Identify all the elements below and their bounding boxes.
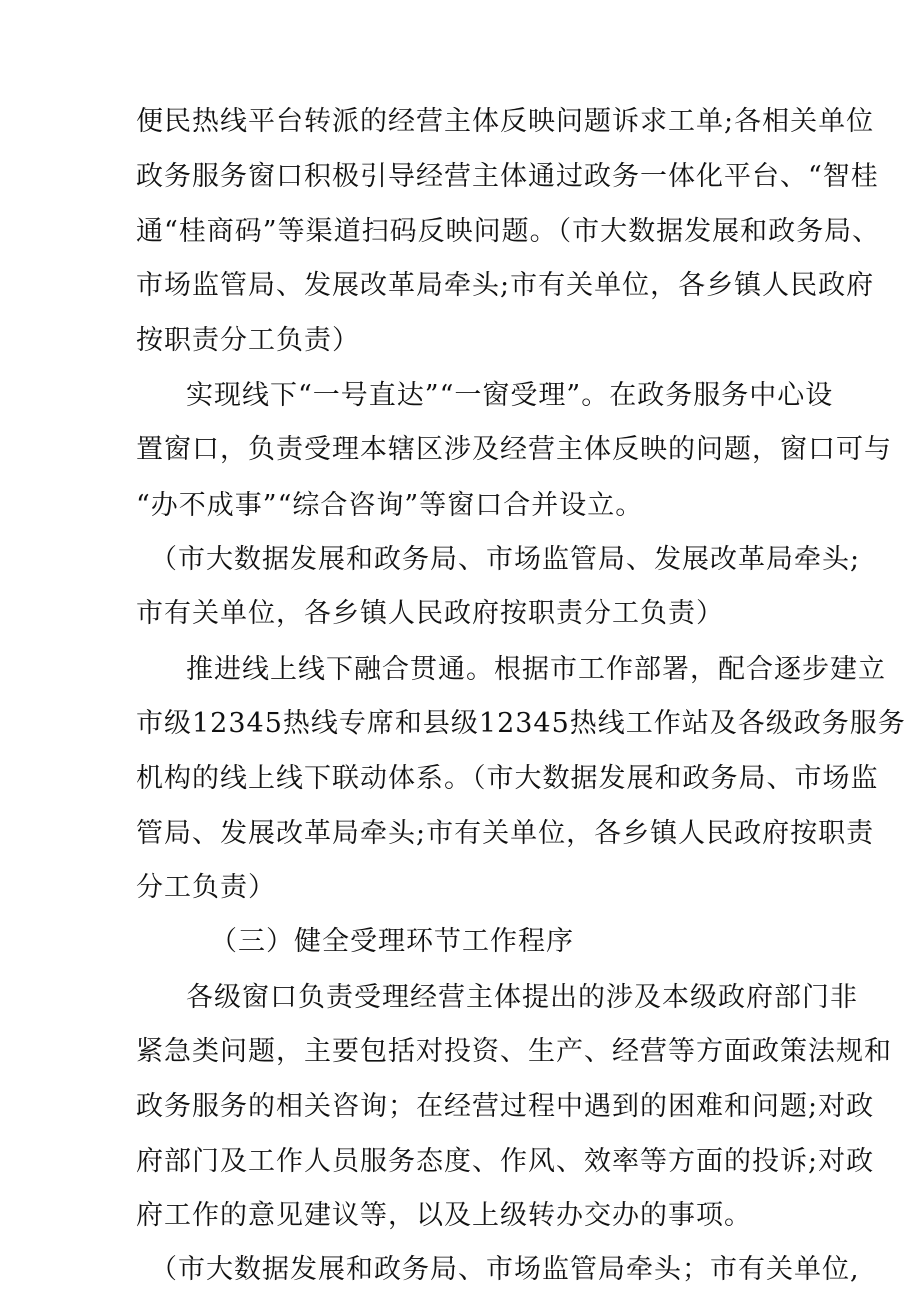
- body-text-line: “办不成事”“综合咨询”等窗口合并设立。: [136, 490, 644, 521]
- section-heading: （三）健全受理环节工作程序: [210, 926, 574, 957]
- body-text-line: 府工作的意见建议等，以及上级转办交办的事项。: [136, 1200, 752, 1231]
- responsibility-note-line: （市大数据发展和政务局、市场监管局、发展改革局牵头;: [150, 544, 861, 575]
- body-text-line: 便民热线平台转派的经营主体反映问题诉求工单;各相关单位: [136, 106, 875, 137]
- body-text-line: 通“桂商码”等渠道扫码反映问题。（市大数据发展和政务局、: [136, 216, 881, 247]
- body-text-line: 管局、发展改革局牵头;市有关单位，各乡镇人民政府按职责: [136, 818, 875, 849]
- body-text-line: 置窗口，负责受理本辖区涉及经营主体反映的问题，窗口可与: [136, 434, 892, 465]
- body-text-line: 市有关单位，各乡镇人民政府按职责分工负责）: [136, 598, 724, 629]
- paragraph-first-line: 各级窗口负责受理经营主体提出的涉及本级政府部门非: [186, 982, 858, 1013]
- body-text-line: 紧急类问题，主要包括对投资、生产、经营等方面政策法规和: [136, 1036, 892, 1067]
- body-text-line: 府部门及工作人员服务态度、作风、效率等方面的投诉;对政: [136, 1146, 875, 1177]
- body-text-line: 市场监管局、发展改革局牵头;市有关单位，各乡镇人民政府: [136, 270, 875, 301]
- responsibility-note-line: （市大数据发展和政务局、市场监管局牵头；市有关单位,: [150, 1254, 860, 1285]
- body-text-line: 机构的线上线下联动体系。（市大数据发展和政务局、市场监: [136, 763, 879, 794]
- body-text-line: 政务服务窗口积极引导经营主体通过政务一体化平台、“智桂: [136, 161, 879, 192]
- paragraph-first-line: 实现线下“一号直达”“一窗受理”。在政务服务中心设: [186, 380, 834, 411]
- body-text-line: 分工负责）: [136, 872, 276, 903]
- paragraph-first-line: 推进线上线下融合贯通。根据市工作部署，配合逐步建立: [186, 654, 886, 685]
- body-text-line: 政务服务的相关咨询；在经营过程中遇到的困难和问题;对政: [136, 1091, 875, 1122]
- body-text-line: 市级12345热线专席和县级12345热线工作站及各级政务服务: [136, 708, 906, 739]
- body-text-line: 按职责分工负责）: [136, 325, 360, 356]
